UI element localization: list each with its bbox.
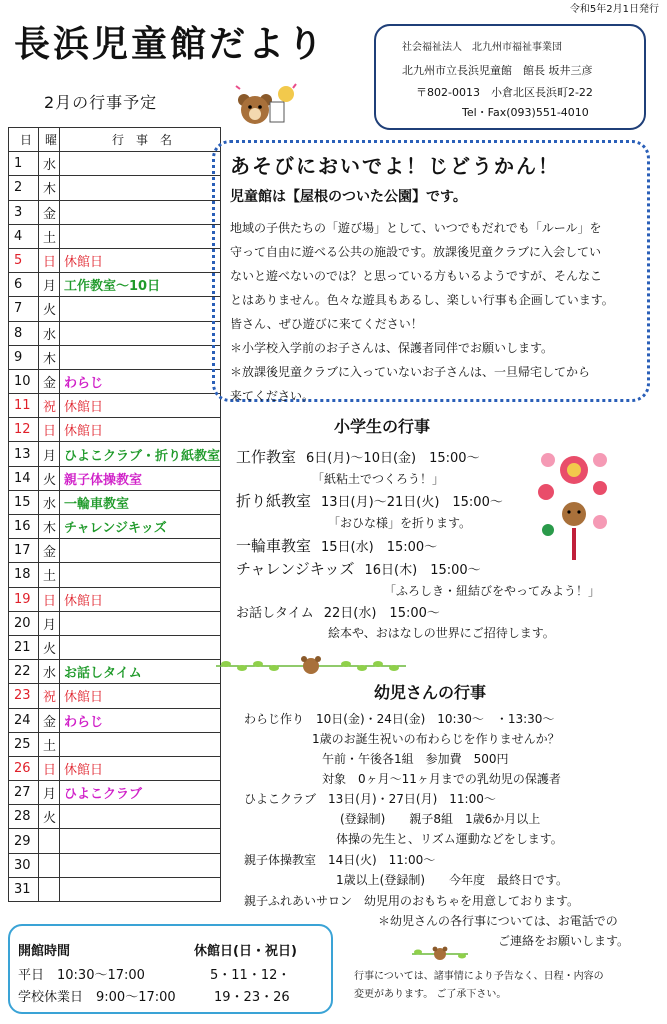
schedule-event: 休館日	[60, 684, 221, 708]
schedule-event	[60, 805, 221, 829]
schedule-weekday	[39, 877, 60, 901]
header-event: 行 事 名	[60, 128, 221, 152]
schedule-weekday: 木	[39, 345, 60, 369]
schedule-row	[9, 248, 221, 272]
intro-line: 皆さん、ぜひ遊びに来てください！	[230, 317, 423, 331]
schedule-row	[9, 635, 221, 659]
leaf-vine-icon	[412, 946, 468, 962]
schedule-row	[9, 200, 221, 224]
schedule-row	[9, 321, 221, 345]
schedule-day: 27	[9, 781, 39, 805]
infant-line: 親子体操教室 14日(火) 11:00～	[244, 853, 436, 867]
schedule-day: 21	[9, 635, 39, 659]
intro-line: 来てください。	[230, 389, 315, 403]
event-name: 折り紙教室	[236, 492, 312, 510]
schedule-weekday: 日	[39, 418, 60, 442]
schedule-event: 休館日	[60, 418, 221, 442]
infant-line: 1歳のお誕生祝いの布わらじを作りませんか？	[312, 732, 560, 746]
schedule-weekday: 金	[39, 369, 60, 393]
schedule-event: 一輪車教室	[60, 490, 221, 514]
issue-date: 令和5年2月1日発行	[569, 4, 659, 15]
schedule-weekday: 日	[39, 756, 60, 780]
page-title: 長浜児童館だより	[14, 24, 327, 65]
schedule-weekday: 祝	[39, 684, 60, 708]
schedule-table	[8, 127, 221, 902]
schedule-day: 16	[9, 515, 39, 539]
schedule-row	[9, 660, 221, 684]
event-when: 6日(月)～10日(金) 15:00～	[306, 451, 480, 466]
schedule-event	[60, 200, 221, 224]
footnote	[354, 968, 654, 1004]
event-when: 16日(木) 15:00～	[364, 563, 481, 578]
schedule-weekday: 土	[39, 732, 60, 756]
footnote-line: 変更があります。 ご了承下さい。	[354, 989, 507, 1000]
schedule-weekday: 土	[39, 563, 60, 587]
schedule-weekday: 月	[39, 781, 60, 805]
infant-line: 体操の先生と、リズム運動などをします。	[336, 832, 563, 846]
schedule-weekday: 土	[39, 224, 60, 248]
intro-subtitle: 児童館は【屋根のついた公園】です。	[230, 189, 467, 205]
infant-line: ＊幼児さんの各行事については、お電話での	[378, 914, 618, 928]
schedule-event	[60, 152, 221, 176]
schedule-day: 2	[9, 176, 39, 200]
schedule-day: 23	[9, 684, 39, 708]
schedule-row	[9, 805, 221, 829]
event-name: お話しタイム	[236, 606, 314, 621]
schedule-row	[9, 297, 221, 321]
elementary-event	[236, 490, 503, 511]
schedule-row	[9, 466, 221, 490]
schedule-weekday: 月	[39, 611, 60, 635]
schedule-header-row	[9, 128, 221, 152]
schedule-row	[9, 515, 221, 539]
schedule-event: 工作教室～10日	[60, 273, 221, 297]
schedule-row	[9, 781, 221, 805]
schedule-day: 26	[9, 756, 39, 780]
schedule-weekday: 月	[39, 442, 60, 466]
schedule-day: 18	[9, 563, 39, 587]
schedule-event	[60, 829, 221, 853]
schedule-weekday	[39, 853, 60, 877]
schedule-event: 休館日	[60, 248, 221, 272]
schedule-day: 5	[9, 248, 39, 272]
event-name: 一輪車教室	[236, 537, 312, 555]
schedule-row	[9, 732, 221, 756]
intro-line: ＊放課後児童クラブに入っていないお子さんは、一旦帰宅してから	[230, 365, 591, 379]
schedule-row	[9, 853, 221, 877]
school-holiday-hours: 学校休業日 9:00～17:00	[18, 990, 176, 1005]
schedule-event: 親子体操教室	[60, 466, 221, 490]
schedule-day: 31	[9, 877, 39, 901]
org-info-box	[374, 24, 646, 130]
schedule-row	[9, 442, 221, 466]
schedule-event	[60, 539, 221, 563]
schedule-day: 4	[9, 224, 39, 248]
event-note: 絵本や、おはなしの世界にご招待します。	[328, 626, 555, 640]
schedule-row	[9, 224, 221, 248]
schedule-day: 9	[9, 345, 39, 369]
event-when: 15日(水) 15:00～	[321, 540, 438, 555]
schedule-event	[60, 635, 221, 659]
schedule-day: 8	[9, 321, 39, 345]
schedule-event	[60, 321, 221, 345]
schedule-event	[60, 611, 221, 635]
schedule-weekday: 月	[39, 273, 60, 297]
schedule-weekday: 水	[39, 152, 60, 176]
infant-line: わらじ作り 10日(金)・24日(金) 10:30～ ・13:30～	[244, 712, 555, 726]
header-weekday: 曜	[39, 128, 60, 152]
schedule-event: お話しタイム	[60, 660, 221, 684]
schedule-row	[9, 587, 221, 611]
schedule-day: 10	[9, 369, 39, 393]
schedule-weekday: 水	[39, 660, 60, 684]
schedule-event: わらじ	[60, 369, 221, 393]
schedule-day: 19	[9, 587, 39, 611]
schedule-event	[60, 563, 221, 587]
schedule-weekday: 水	[39, 321, 60, 345]
schedule-weekday: 祝	[39, 394, 60, 418]
infant-line: ひよこクラブ 13日(月)・27日(月) 11:00～	[244, 792, 496, 806]
closed-days-line1: 5・11・12・	[210, 968, 291, 983]
intro-line: 地域の子供たちの「遊び場」として、いつでもだれでも「ルール」を	[230, 221, 602, 235]
closed-days-label: 休館日(日・祝日)	[194, 944, 297, 959]
intro-line: とはありません。色々な遊具もあるし、楽しい行事も企画しています。	[230, 293, 614, 307]
intro-line: ＊小学校入学前のお子さんは、保護者同伴でお願いします。	[230, 341, 554, 355]
schedule-event	[60, 877, 221, 901]
org-corp: 社会福祉法人 北九州市福祉事業団	[402, 42, 562, 53]
leaf-vine-icon	[216, 656, 406, 676]
event-note: 「紙粘土でつくろう！」	[312, 472, 445, 486]
schedule-weekday: 火	[39, 297, 60, 321]
schedule-row	[9, 539, 221, 563]
infant-line: (登録制) 親子8組 1歳6か月以上	[340, 812, 541, 826]
header-day: 日	[9, 128, 39, 152]
schedule-event: わらじ	[60, 708, 221, 732]
hanging-ornament-icon	[534, 440, 614, 570]
intro-body	[230, 216, 648, 408]
schedule-day: 14	[9, 466, 39, 490]
schedule-row	[9, 176, 221, 200]
schedule-row	[9, 829, 221, 853]
schedule-row	[9, 877, 221, 901]
schedule-weekday: 金	[39, 200, 60, 224]
schedule-day: 12	[9, 418, 39, 442]
schedule-day: 25	[9, 732, 39, 756]
infant-line: 午前・午後各1組 参加費 500円	[322, 752, 509, 766]
schedule-weekday	[39, 829, 60, 853]
schedule-event: ひよこクラブ	[60, 781, 221, 805]
schedule-day: 24	[9, 708, 39, 732]
schedule-event	[60, 297, 221, 321]
infant-line: 対象 0ヶ月～11ヶ月までの乳幼児の保護者	[322, 772, 561, 786]
org-address: 〒802-0013 小倉北区長浜町2-22	[416, 86, 593, 99]
schedule-row	[9, 563, 221, 587]
schedule-day: 17	[9, 539, 39, 563]
schedule-row	[9, 394, 221, 418]
schedule-row	[9, 345, 221, 369]
schedule-event: ひよこクラブ・折り紙教室	[60, 442, 221, 466]
schedule-weekday: 火	[39, 805, 60, 829]
schedule-day: 11	[9, 394, 39, 418]
schedule-row	[9, 708, 221, 732]
elementary-event	[236, 446, 480, 467]
org-facility: 北九州市立長浜児童館 館長 坂井三彦	[402, 64, 593, 77]
schedule-day: 7	[9, 297, 39, 321]
intro-title: あそびにおいでよ！じどうかん！	[230, 154, 560, 178]
event-note: 「ふろしき・紐結びをやってみよう！」	[384, 584, 601, 598]
schedule-weekday: 木	[39, 176, 60, 200]
elementary-event	[236, 535, 437, 556]
schedule-day: 1	[9, 152, 39, 176]
event-when: 22日(水) 15:00～	[323, 606, 440, 621]
schedule-day: 30	[9, 853, 39, 877]
schedule-event: チャレンジキッズ	[60, 515, 221, 539]
schedule-row	[9, 611, 221, 635]
schedule-day: 6	[9, 273, 39, 297]
schedule-row	[9, 490, 221, 514]
intro-line: ないと遊べないのでは？と思っている方もいるようですが、そんなこ	[230, 269, 603, 283]
weekday-hours: 平日 10:30～17:00	[18, 968, 145, 983]
infant-line: ご連絡をお願いします。	[498, 934, 630, 948]
elementary-event	[236, 558, 481, 579]
schedule-event: 休館日	[60, 587, 221, 611]
intro-line: 守って自由に遊べる公共の施設です。放課後児童クラブに入会してい	[230, 245, 602, 259]
schedule-event: 休館日	[60, 756, 221, 780]
infant-line: 親子ふれあいサロン 幼児用のおもちゃを用意しております。	[244, 894, 580, 908]
hours-box	[8, 924, 333, 1014]
infant-line: 1歳以上(登録制) 今年度 最終日です。	[336, 873, 569, 887]
schedule-day: 28	[9, 805, 39, 829]
schedule-day: 29	[9, 829, 39, 853]
schedule-day: 15	[9, 490, 39, 514]
schedule-weekday: 火	[39, 635, 60, 659]
schedule-row	[9, 369, 221, 393]
schedule-weekday: 日	[39, 587, 60, 611]
event-name: 工作教室	[236, 448, 297, 466]
schedule-day: 22	[9, 660, 39, 684]
schedule-weekday: 水	[39, 490, 60, 514]
schedule-row	[9, 152, 221, 176]
schedule-weekday: 金	[39, 708, 60, 732]
event-note: 「おひな様」を折ります。	[328, 516, 472, 530]
footnote-line: 行事については、諸事情により予告なく、日程・内容の	[354, 971, 604, 982]
schedule-weekday: 火	[39, 466, 60, 490]
schedule-event	[60, 853, 221, 877]
schedule-event	[60, 176, 221, 200]
schedule-weekday: 木	[39, 515, 60, 539]
schedule-row	[9, 684, 221, 708]
schedule-day: 20	[9, 611, 39, 635]
schedule-event: 休館日	[60, 394, 221, 418]
schedule-event	[60, 732, 221, 756]
schedule-day: 3	[9, 200, 39, 224]
schedule-row	[9, 756, 221, 780]
org-tel: Tel・Fax(093)551-4010	[462, 106, 589, 119]
schedule-row	[9, 273, 221, 297]
schedule-weekday: 日	[39, 248, 60, 272]
schedule-event	[60, 345, 221, 369]
schedule-row	[9, 418, 221, 442]
schedule-weekday: 金	[39, 539, 60, 563]
elementary-section-title: 小学生の行事	[334, 417, 431, 436]
schedule-day: 13	[9, 442, 39, 466]
infant-section-title: 幼児さんの行事	[374, 683, 487, 702]
elementary-event	[236, 602, 440, 621]
month-schedule-title: 2月の行事予定	[44, 93, 158, 112]
event-name: チャレンジキッズ	[236, 560, 355, 578]
event-when: 13日(月)～21日(火) 15:00～	[321, 495, 503, 510]
open-hours-label: 開館時間	[18, 944, 71, 959]
closed-days-line2: 19・23・26	[214, 990, 290, 1005]
bear-doctor-icon	[226, 76, 306, 136]
schedule-event	[60, 224, 221, 248]
